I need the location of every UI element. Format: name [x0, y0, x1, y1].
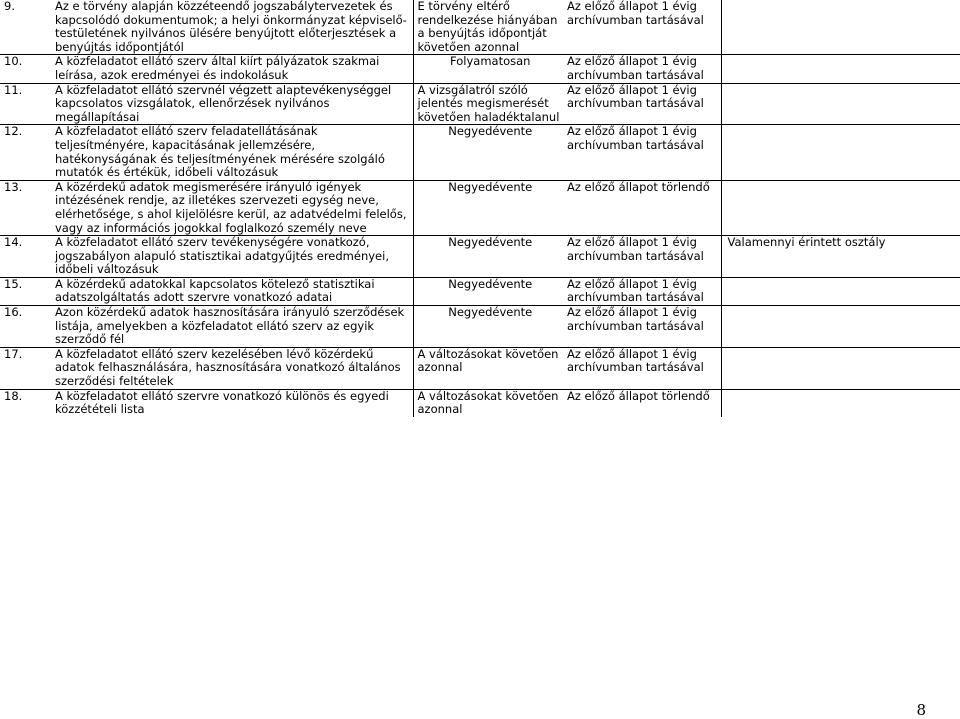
row-description: A közérdekű adatokkal kapcsolatos kötelező statisztikai adatszolgáltatás adott szervre vonatkozó adatai	[51, 277, 413, 305]
table-row	[0, 347, 960, 389]
row-responsible	[721, 277, 960, 305]
page-number: 8	[916, 701, 926, 719]
row-number: 15.	[0, 277, 51, 305]
row-description: A közfeladatot ellátó szervre vonatkozó különös és egyedi közzétételi lista	[51, 389, 413, 417]
table-row	[0, 125, 960, 180]
row-responsible	[721, 347, 960, 389]
row-retention: Az előző állapot 1 évig archívumban tartásával	[565, 347, 721, 389]
row-update-frequency: A változásokat követően azonnal	[417, 388, 559, 417]
row-update-frequency: Negyedévente	[413, 236, 565, 278]
row-description: A közfeladatot ellátó szerv feladatellátásának teljesítményére, kapacitásának jellemzésére, hatékonyságának és teljesítményének mérésére szolgáló mutatók és értékük, időbeli változásuk	[51, 125, 413, 180]
row-update-frequency: Negyedévente	[413, 306, 565, 348]
table-row	[0, 389, 960, 417]
row-description: A közfeladatot ellátó szerv kezelésében lévő közérdekű adatok felhasználására, hasznosítására vonatkozó általános szerződési feltételek	[51, 347, 413, 389]
row-retention: Az előző állapot 1 évig archívumban tartásával	[565, 83, 721, 125]
row-number: 11.	[0, 83, 51, 125]
table-row	[0, 180, 960, 235]
row-responsible	[721, 55, 960, 83]
row-number: 16.	[0, 306, 51, 348]
row-responsible	[721, 125, 960, 180]
row-description: A közérdekű adatok megismerésére irányuló igények intézésének rendje, az illetékes szervezeti egység neve, elérhetősége, s ahol kijelölésre kerül, az adatvédelmi felelős, vagy az információs jogokkal foglalkozó személy neve	[51, 180, 413, 235]
row-retention: Az előző állapot 1 évig archívumban tartásával	[565, 0, 721, 55]
row-update-frequency: A változásokat követően azonnal	[413, 347, 565, 389]
row-retention: Az előző állapot 1 évig archívumban tartásával	[565, 236, 721, 278]
row-responsible	[721, 0, 960, 55]
row-number: 14.	[0, 236, 51, 278]
row-responsible	[721, 180, 960, 235]
row-update-frequency: E törvény eltérő rendelkezése hiányában a benyújtás időpontját követően azonnal	[413, 0, 565, 55]
table-row	[0, 277, 960, 305]
row-update-frequency: Negyedévente	[413, 125, 565, 180]
row-update-frequency: Negyedévente	[413, 180, 565, 235]
row-responsible	[721, 83, 960, 125]
row-number: 10.	[0, 55, 51, 83]
row-description: Az e törvény alapján közzéteendő jogszabálytervezetek és kapcsolódó dokumentumok; a helyi önkormányzat képviselő-testületének nyilvános ülésére benyújtott előterjesztések a benyújtás időpontjától	[51, 0, 413, 55]
table-row	[0, 55, 960, 83]
row-number: 18.	[4, 388, 23, 403]
row-retention: Az előző állapot 1 évig archívumban tartásával	[565, 55, 721, 83]
row-description: Azon közérdekű adatok hasznosítására irányuló szerződések listája, amelyekben a közfeladatot ellátó szerv az egyik szerződő fél	[51, 306, 413, 348]
row-retention: Az előző állapot törlendő	[565, 389, 721, 417]
row-update-frequency: Folyamatosan	[413, 55, 565, 83]
row-number: 13.	[0, 180, 51, 235]
row-description: A közfeladatot ellátó szerv tevékenységére vonatkozó, jogszabályon alapuló statisztikai adatgyűjtés eredményei, időbeli változásuk	[51, 236, 413, 278]
row-number: 12.	[0, 125, 51, 180]
row-responsible	[721, 306, 960, 348]
row-retention: Az előző állapot 1 évig archívumban tartásával	[565, 306, 721, 348]
row-responsible: Valamennyi érintett osztály	[721, 236, 960, 278]
table-row	[0, 83, 960, 125]
row-retention: Az előző állapot törlendő	[565, 180, 721, 235]
row-description: A közfeladatot ellátó szervnél végzett alaptevékenységgel kapcsolatos vizsgálatok, ellenőrzések nyilvános megállapításai	[51, 83, 413, 125]
table-row	[0, 236, 960, 278]
table-row	[0, 306, 960, 348]
row-responsible	[721, 389, 960, 417]
row-description: A közfeladatot ellátó szerv által kiírt pályázatok szakmai leírása, azok eredményei és indokolásuk	[51, 55, 413, 83]
table-row	[0, 0, 960, 55]
row-update-frequency: A vizsgálatról szóló jelentés megismerését követően haladéktalanul	[413, 83, 565, 125]
row-retention: Az előző állapot 1 évig archívumban tartásával	[565, 125, 721, 180]
row-number: 9.	[0, 0, 51, 55]
row-retention: Az előző állapot 1 évig archívumban tartásával	[565, 277, 721, 305]
row-update-frequency: Negyedévente	[413, 277, 565, 305]
row-number: 17.	[0, 347, 51, 389]
